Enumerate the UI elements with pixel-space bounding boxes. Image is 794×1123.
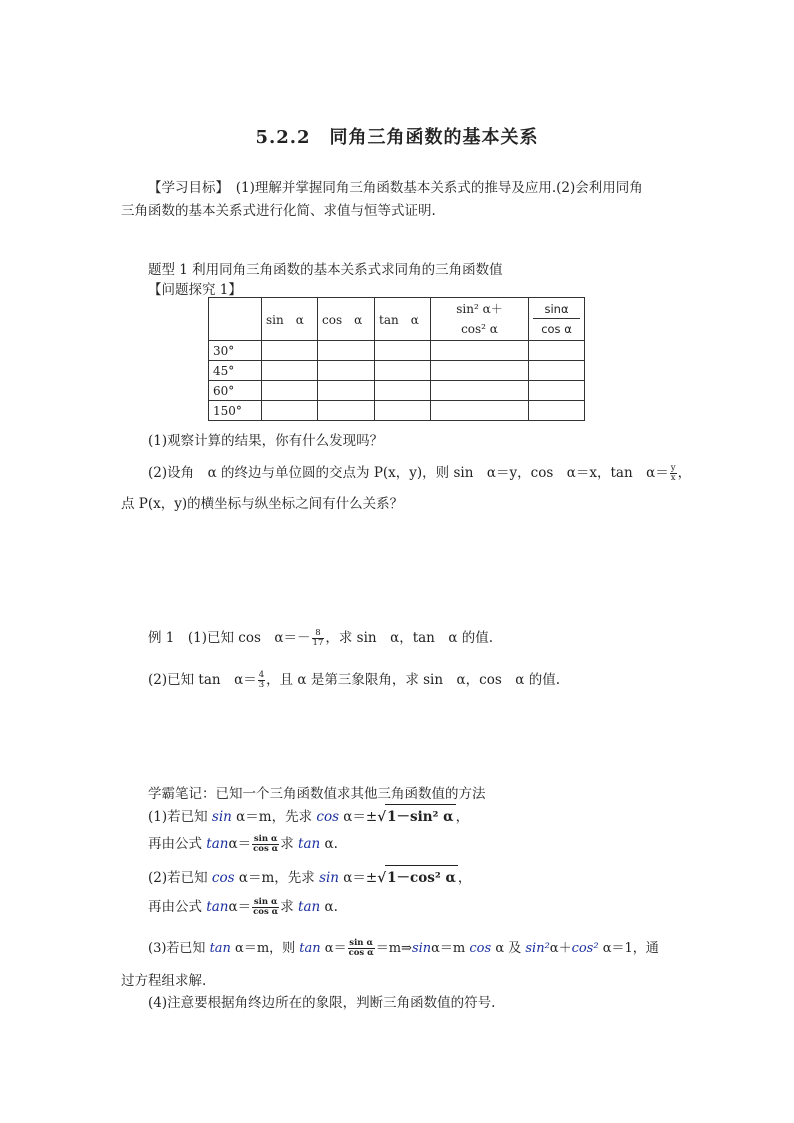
note-text: α＝±: [339, 870, 378, 886]
learning-goal-label: 【学习目标】: [148, 180, 223, 196]
note-3-line-2: 过方程组求解.: [121, 973, 207, 989]
formula-1: [148, 832, 338, 854]
note-text: (3)若已知: [148, 941, 210, 956]
note-text: α＝: [228, 836, 252, 852]
note-sin: sin: [319, 870, 340, 886]
table-cell: [529, 401, 585, 421]
table-cell: 30°: [209, 341, 262, 361]
cos-value-fraction: [312, 629, 325, 648]
table-cell: [262, 361, 318, 381]
note-tan: tan: [299, 941, 321, 956]
table-cell: [529, 361, 585, 381]
table-cell: [375, 341, 431, 361]
trig-value-table: [208, 297, 585, 421]
note-text: (1)若已知: [148, 809, 212, 825]
note-tan: tan: [206, 836, 229, 852]
note-tan: tan: [209, 941, 231, 956]
note-cos: cos: [469, 941, 492, 956]
note-sin: sin: [211, 809, 232, 825]
table-cell: [431, 401, 529, 421]
fraction-denominator: cos α: [253, 844, 279, 854]
type1-heading: 题型 1 利用同角三角函数的基本关系式求同角的三角函数值: [148, 262, 503, 278]
header-sin-squared: sin² α＋: [456, 302, 503, 316]
table-cell: [431, 341, 529, 361]
note-text: α＋: [549, 941, 572, 956]
note-text: 求: [280, 899, 299, 915]
note-cos: cos: [316, 809, 340, 825]
fraction-numerator: 4: [258, 670, 265, 680]
table-cell: [529, 381, 585, 401]
formula-2: [148, 895, 338, 917]
header-ratio: [533, 302, 580, 336]
question-2-tail: ，: [677, 465, 692, 481]
table-cell: [262, 401, 318, 421]
note-text: α＝: [320, 941, 347, 956]
table-header-cell: [529, 298, 585, 341]
table-cell: [318, 401, 375, 421]
fraction-numerator: 8: [312, 629, 325, 639]
note-text: α＝m: [431, 941, 470, 956]
note-text: (2)若已知: [148, 870, 212, 886]
fraction-denominator: 3: [258, 680, 265, 690]
example-2-text: (2)已知 tan α＝: [148, 672, 257, 688]
explore-label: 【问题探究 1】: [148, 282, 242, 298]
note-3: [148, 937, 659, 958]
example-1-part-1: [148, 626, 493, 648]
table-cell: [262, 341, 318, 361]
table-cell: 60°: [209, 381, 262, 401]
tan-value-fraction: [258, 671, 265, 690]
note-text: 再由公式: [148, 899, 207, 915]
tan-fraction: [670, 464, 677, 483]
table-header-row: [209, 298, 585, 341]
page-title: 5.2.2 同角三角函数的基本关系: [255, 127, 539, 148]
sin-over-cos-fraction: [252, 835, 279, 854]
table-cell: [431, 361, 529, 381]
note-text: ，: [457, 870, 472, 886]
note-1: [148, 804, 469, 825]
table-header-cell: sin α: [262, 298, 318, 341]
note-text: α＝m，则: [230, 941, 300, 956]
fraction-denominator: cos α: [253, 907, 279, 917]
table-cell: [375, 361, 431, 381]
note-sin-squared: sin²: [525, 941, 550, 956]
table-cell: [318, 381, 375, 401]
header-ratio-numerator: sinα: [533, 302, 580, 319]
learning-goal-line-1: [148, 176, 643, 196]
table-header-cell: [431, 298, 529, 341]
question-1: (1)观察计算的结果，你有什么发现吗？: [148, 433, 384, 449]
sin-over-cos-fraction: [348, 939, 375, 958]
note-text: α.: [320, 899, 338, 915]
table-cell: 150°: [209, 401, 262, 421]
header-cos-squared: cos² α: [461, 322, 498, 336]
sqrt-sign: √: [377, 809, 387, 825]
note-text: 求: [280, 836, 299, 852]
learning-goal-text-1: (1)理解并掌握同角三角函数基本关系式的推导及应用.(2)会利用同角: [222, 180, 643, 196]
note-4: (4)注意要根据角终边所在的象限，判断三角函数值的符号.: [148, 995, 496, 1011]
fraction-numerator: y: [670, 463, 676, 473]
learning-goal-text-2: 三角函数的基本关系式进行化简、求值与恒等式证明.: [121, 203, 436, 219]
table-cell: [318, 361, 375, 381]
example-1-tail: ，求 sin α，tan α 的值.: [325, 630, 494, 646]
note-text: α.: [320, 836, 338, 852]
note-text: α＝±: [339, 809, 378, 825]
note-text: α＝: [228, 899, 252, 915]
question-2-text: (2)设角 α 的终边与单位圆的交点为 P(x，y)，则 sin α＝y，cos α＝x，tan α＝: [148, 465, 669, 481]
note-sin: sin: [411, 941, 432, 956]
table-cell: 45°: [209, 361, 262, 381]
note-text: ＝m⇒: [375, 941, 412, 956]
table-cell: [431, 381, 529, 401]
note-text: α＝m，先求: [234, 870, 320, 886]
table-header-cell: cos α: [318, 298, 375, 341]
note-text: 再由公式: [148, 836, 207, 852]
example-1-text: 例 1 (1)已知 cos α＝－: [148, 630, 311, 646]
note-tan: tan: [298, 899, 321, 915]
sin-over-cos-fraction: [252, 898, 279, 917]
example-2-tail: ，且 α 是第三象限角，求 sin α，cos α 的值.: [266, 672, 560, 688]
note-text: α＝m，先求: [231, 809, 317, 825]
fraction-numerator: sin α: [253, 897, 278, 907]
table-cell: [262, 381, 318, 401]
question-2-line-2: 点 P(x，y)的横坐标与纵坐标之间有什么关系？: [121, 496, 404, 512]
fraction-denominator: x: [670, 473, 676, 483]
table-cell: [375, 401, 431, 421]
table-header-cell: [209, 298, 262, 341]
header-ratio-denominator: cos α: [541, 322, 572, 336]
question-2-line-1: [148, 461, 691, 483]
table-cell: [375, 381, 431, 401]
note-text: α＝1，通: [598, 941, 659, 956]
sqrt-sign: √: [377, 870, 387, 886]
note-text: ，: [455, 809, 470, 825]
note-cos-squared: cos²: [571, 941, 599, 956]
table-cell: [318, 341, 375, 361]
fraction-numerator: sin α: [349, 938, 373, 948]
notes-heading: 学霸笔记：已知一个三角函数值求其他三角函数值的方法: [148, 786, 486, 802]
note-2: [148, 865, 471, 886]
fraction-denominator: cos α: [348, 948, 374, 958]
note-cos: cos: [211, 870, 235, 886]
table-header-cell: tan α: [375, 298, 431, 341]
example-1-part-2: [148, 668, 560, 690]
table-row: [209, 401, 585, 421]
radicand: 1－sin² α: [385, 804, 455, 825]
table-cell: [529, 341, 585, 361]
note-tan: tan: [298, 836, 321, 852]
radicand: 1－cos² α: [385, 865, 458, 886]
fraction-denominator: 17: [312, 638, 324, 648]
table-row: [209, 381, 585, 401]
note-text: α 及: [491, 941, 526, 956]
fraction-numerator: sin α: [253, 834, 278, 844]
table-row: [209, 341, 585, 361]
table-row: [209, 361, 585, 381]
note-tan: tan: [206, 899, 229, 915]
